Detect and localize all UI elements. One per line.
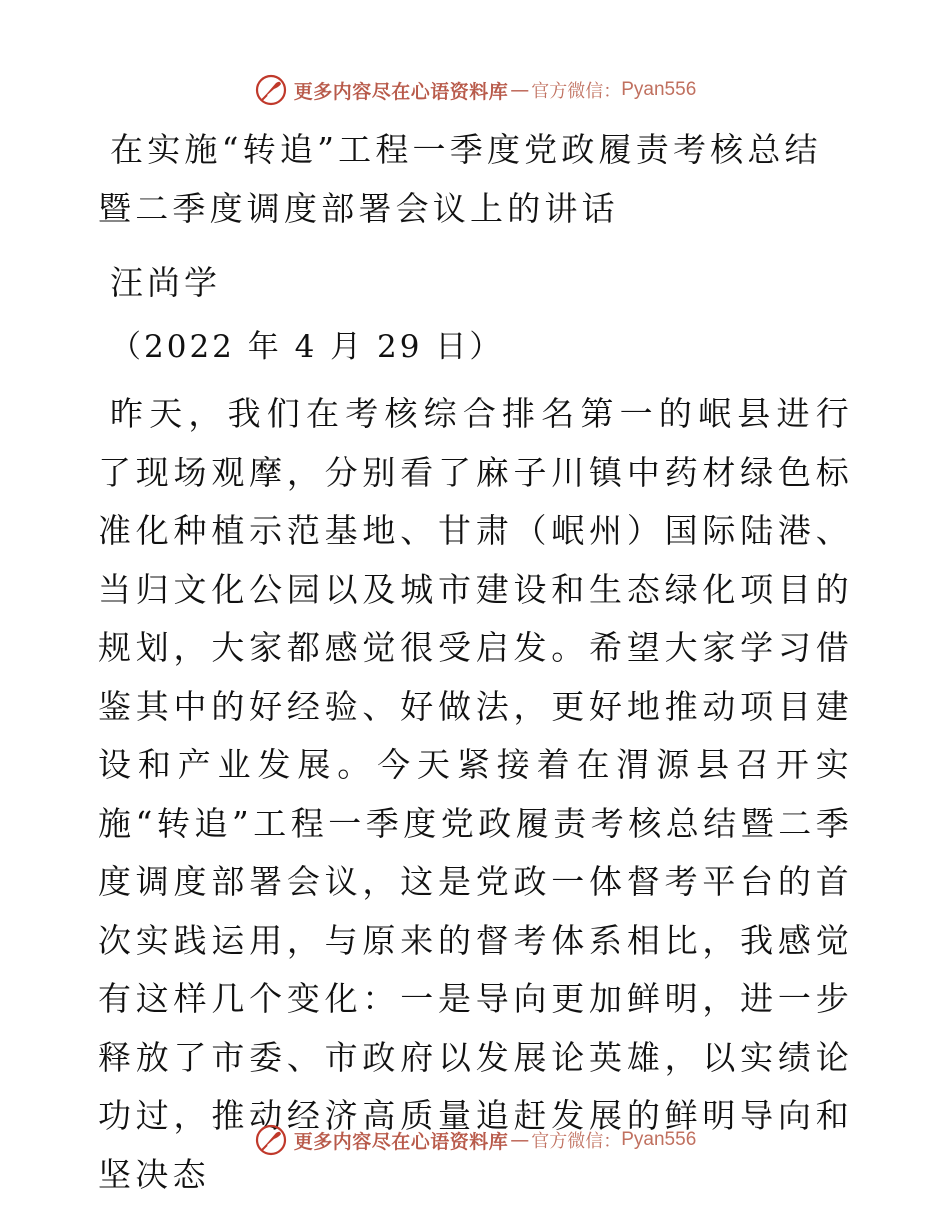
footer-banner: [0, 1120, 950, 1160]
banner-wechat-label: 官方微信：: [531, 1131, 622, 1152]
document-author: 汪尚学: [110, 263, 221, 302]
header-banner: [0, 70, 950, 110]
banner-brand-text: 更多内容尽在心语资料库: [293, 1130, 509, 1153]
banner-wechat-id: Pyan556: [621, 1129, 697, 1150]
quill-pen-logo-icon: [254, 73, 288, 107]
banner-wechat-label: 官方微信：: [531, 81, 622, 102]
document-body: [98, 120, 858, 1204]
quill-pen-logo-icon: [254, 1123, 288, 1157]
paragraph-1: 昨天，我们在考核综合排名第一的岷县进行了现场观摩，分别看了麻子川镇中药材绿色标准化种植示范基地、甘肃（岷州）国际陆港、当归文化公园以及城市建设和生态绿化项目的规划，大家都感觉很受启发。希望大家学习借鉴其中的好经验、好做法，更好地推动项目建设和产业发展。今天紧接着在渭源县召开实施“转追”工程一季度党政履责考核总结暨二季度调度部署会议，这是党政一体督考平台的首次实践运用，与原来的督考体系相比，我感觉有这样几个变化：一是导向更加鲜明，进一步释放了市委、市政府以发展论英雄，以实绩论功过，推动经济高质量追赶发展的鲜明导向和坚决态: [98, 394, 853, 1194]
banner-separator: —: [510, 79, 530, 101]
document-title: 在实施“转追”工程一季度党政履责考核总结暨二季度调度部署会议上的讲话: [98, 130, 822, 228]
banner-wechat-id: Pyan556: [621, 79, 697, 100]
banner-separator: —: [510, 1129, 530, 1151]
banner-brand-text: 更多内容尽在心语资料库: [293, 80, 509, 103]
document-date: （2022 年 4 月 29 日）: [110, 329, 504, 365]
